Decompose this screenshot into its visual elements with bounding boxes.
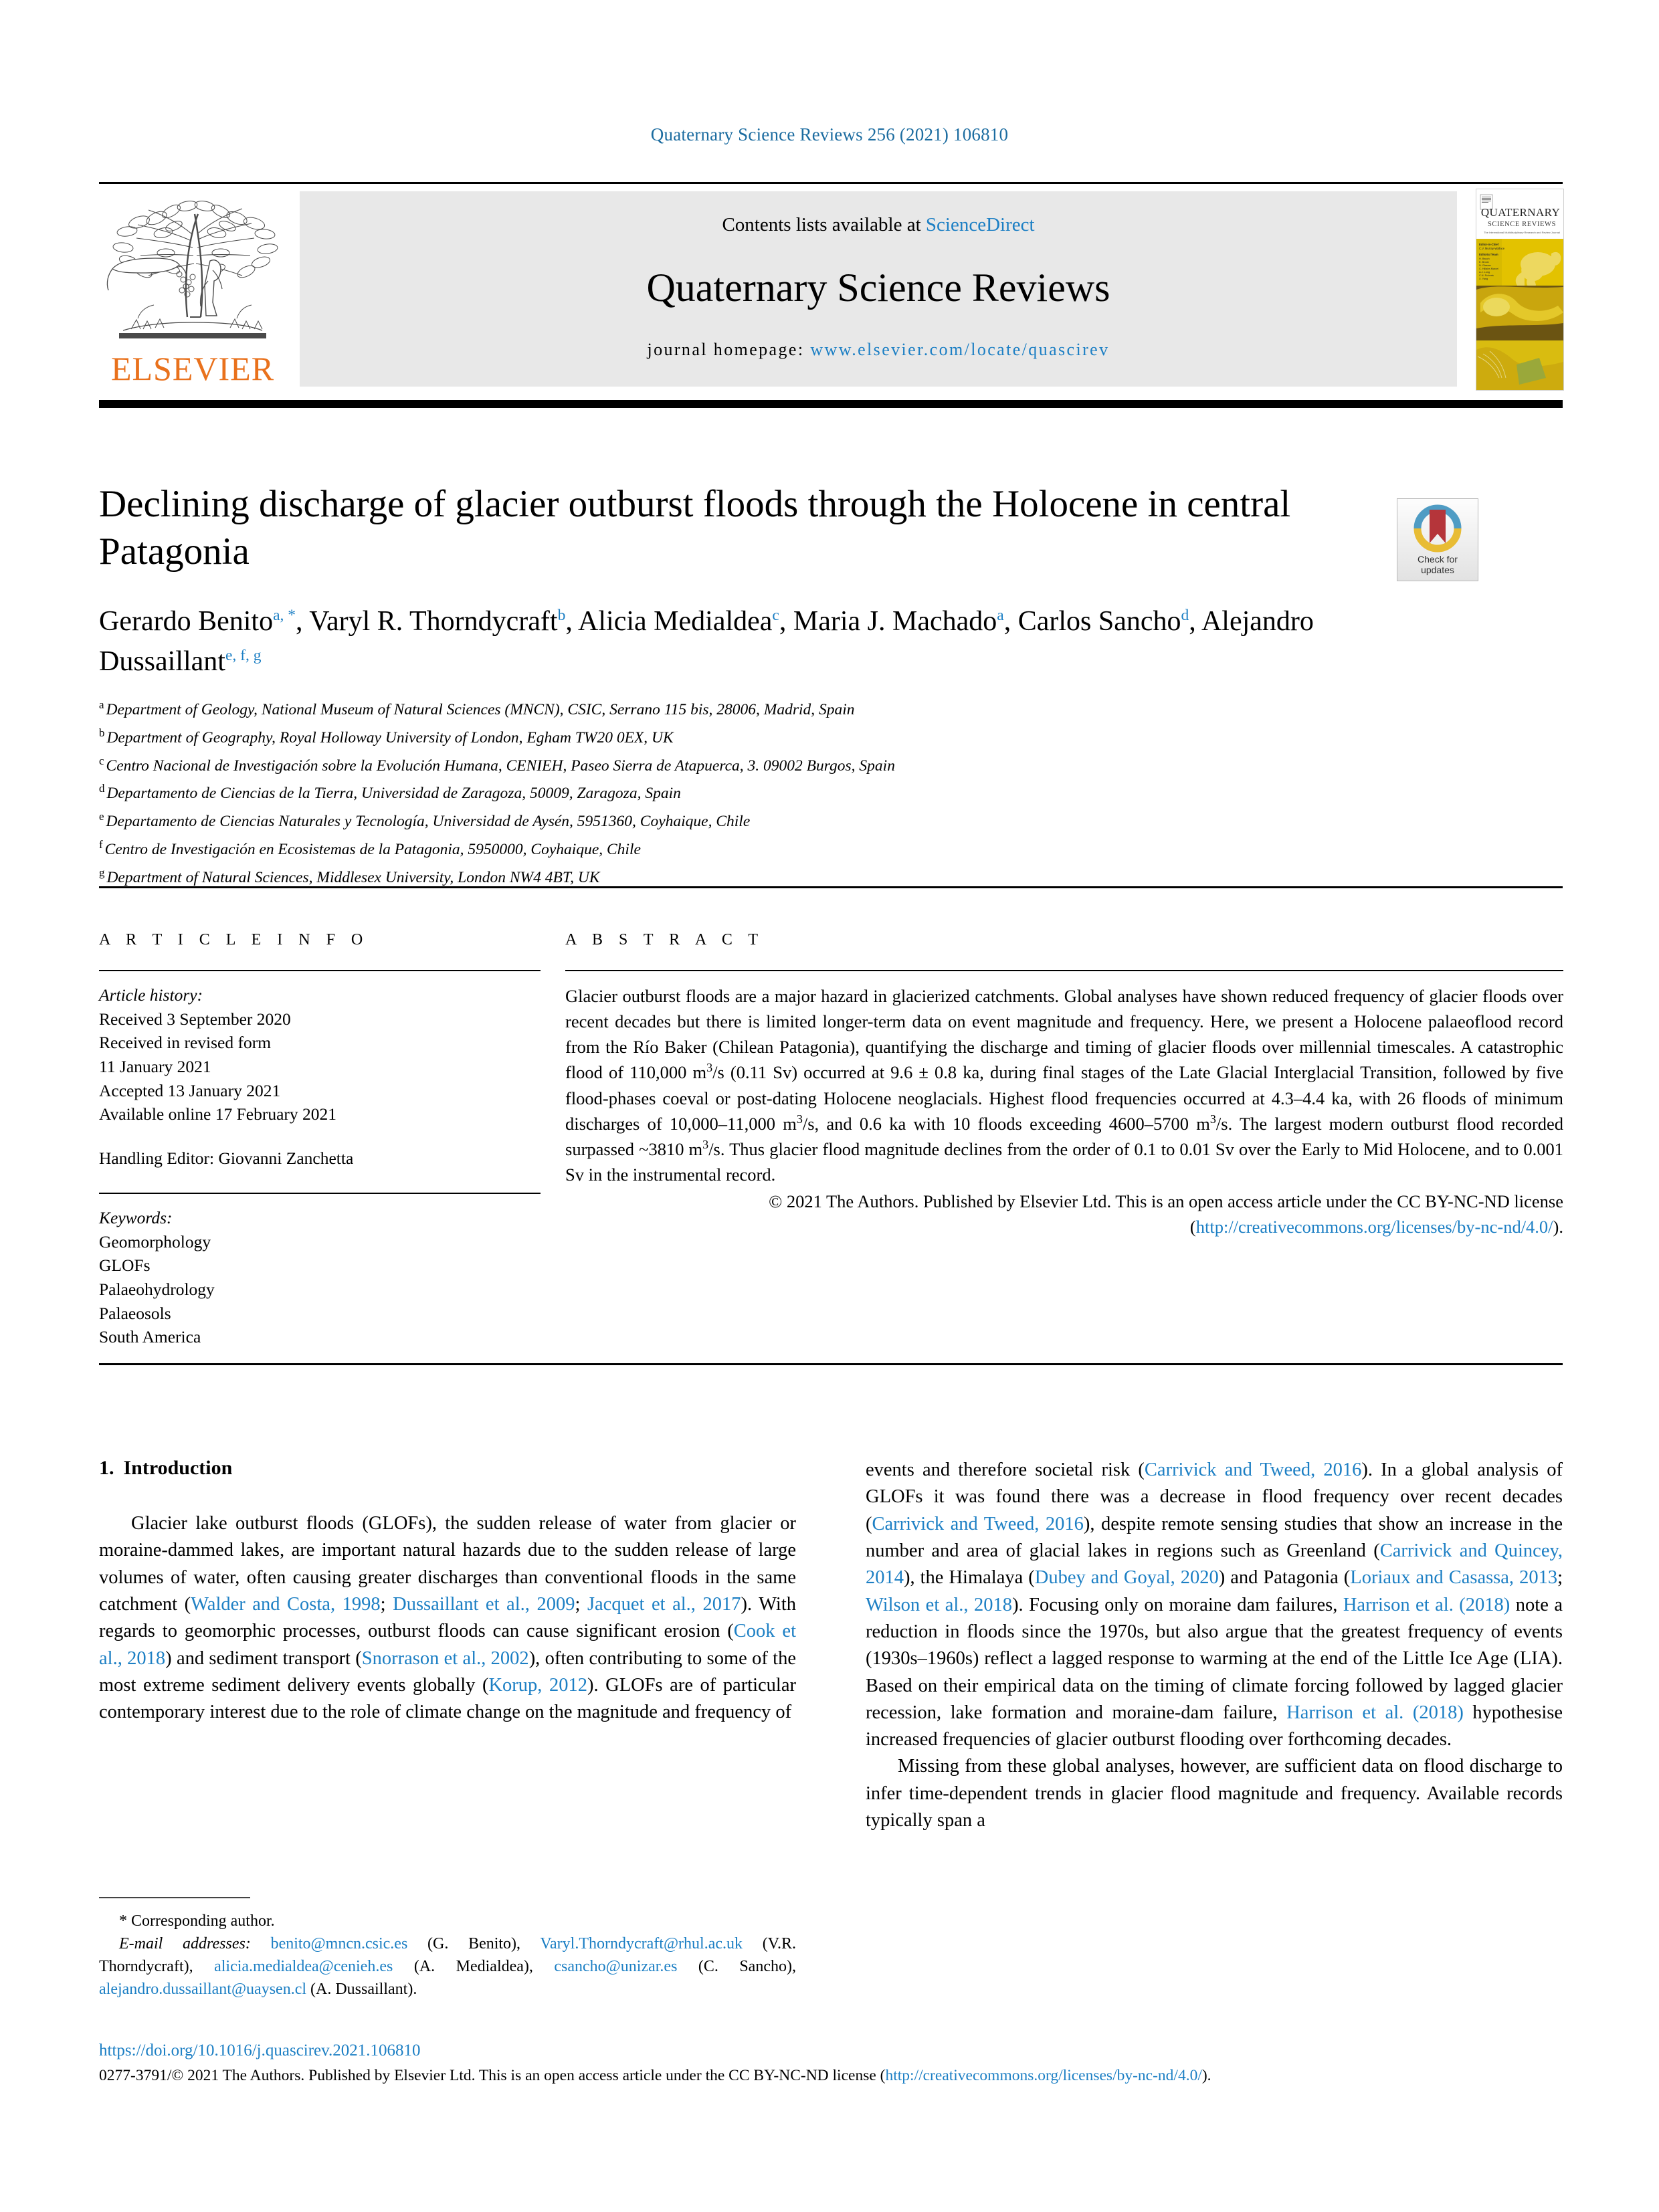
citation-link[interactable]: Cook et al., 2018	[99, 1621, 796, 1669]
affiliation-text: Department of Geology, National Museum of Natural Sciences (MNCN), CSIC, Serrano 115 bis, 28006, Madrid, Spain	[106, 700, 855, 718]
citation-link[interactable]: Dubey and Goyal, 2020	[1034, 1567, 1219, 1589]
article-history-item: Available online 17 February 2021	[99, 1104, 337, 1124]
abstract-exponent: 3	[702, 1138, 709, 1152]
svg-text:H. Bauch: H. Bauch	[1479, 258, 1490, 260]
email-owner: (A. Dussaillant).	[306, 1981, 417, 1999]
email-link[interactable]: Varyl.Thorndycraft@rhul.ac.uk	[540, 1935, 743, 1953]
running-head: Quaternary Science Reviews 256 (2021) 106810	[650, 124, 1009, 144]
affiliation-text: Centro Nacional de Investigación sobre la Evolución Humana, CENIEH, Paseo Sierra de Atapuerca, 3. 09002 Burgos, Spain	[106, 757, 895, 775]
spacer	[99, 1126, 541, 1146]
keyword-item: GLOFs	[99, 1255, 151, 1276]
footnote-rule	[99, 1897, 250, 1898]
abstract-copyright	[565, 1189, 1563, 1239]
author-affil-mark: d	[1181, 607, 1189, 624]
affiliation-item	[99, 807, 1303, 835]
email-addresses-label: E-mail addresses:	[119, 1935, 251, 1953]
page-title: Declining discharge of glacier outburst floods through the Holocene in central Patagonia	[99, 483, 1291, 573]
issn-text-end: ).	[1201, 2067, 1211, 2084]
affiliation-list	[99, 696, 1303, 891]
journal-homepage-link[interactable]: www.elsevier.com/locate/quascirev	[810, 340, 1110, 359]
svg-text:QUATERNARY: QUATERNARY	[1480, 206, 1561, 219]
footer-license-link[interactable]: http://creativecommons.org/licenses/by-nc-nd/4.0/	[885, 2067, 1202, 2084]
author-name: Alicia Medialdea	[578, 606, 773, 637]
paragraph-text: ), despite remote sensing studies that show an increase in the number and area of glacial lakes in regions such as Greenland (	[866, 1513, 1563, 1561]
affiliation-item	[99, 752, 1303, 780]
paragraph-text: ), the Himalaya (	[904, 1567, 1035, 1589]
paragraph-text: ). Focusing only on moraine dam failures,	[1012, 1594, 1343, 1615]
abstract-part: /s (0.11 Sv) occurred at 9.6 ± 0.8 ka, during final stages of the Late Glacial Interglacial Transition, followed by five flood-phases coeval or post-dating Holocene neoglacials. Highest flood frequencies occurred at 4.3–4.4 ka, with 26 floods of minimum discharges of 10,000–11,000 m	[565, 1062, 1563, 1134]
license-link[interactable]: http://creativecommons.org/licenses/by-nc-nd/4.0/	[1195, 1217, 1553, 1237]
email-link[interactable]: benito@mncn.csic.es	[270, 1935, 408, 1953]
affiliation-text: Department of Natural Sciences, Middlesex University, London NW4 4BT, UK	[106, 868, 600, 886]
paragraph-text: ) and sediment transport (	[165, 1647, 362, 1669]
elsevier-wordmark: ELSEVIER	[110, 350, 275, 387]
svg-text:The International Multidiscipl: The International Multidisciplinary Research and Review Journal	[1484, 231, 1560, 234]
citation-link[interactable]: Dussaillant et al., 2009	[393, 1593, 575, 1615]
handling-editor: Handling Editor: Giovanni Zanchetta	[99, 1148, 354, 1169]
keywords-rule	[99, 1193, 541, 1194]
citation-link[interactable]: Carrivick and Quincey, 2014	[866, 1540, 1563, 1589]
affiliation-item	[99, 835, 1303, 864]
author-affil-mark: b	[557, 607, 566, 624]
email-link[interactable]: alicia.medialdea@cenieh.es	[214, 1958, 393, 1976]
email-owner: (A. Medialdea),	[393, 1958, 555, 1976]
journal-cover-thumbnail	[1476, 189, 1564, 391]
masthead-bottom-bar	[99, 400, 1563, 408]
affiliation-item	[99, 696, 1303, 724]
affiliation-label: b	[99, 726, 105, 739]
contents-available-line	[300, 214, 1457, 236]
affiliation-text: Departamento de Ciencias Naturales y Tecnología, Universidad de Aysén, 5951360, Coyhaique, Chile	[106, 812, 751, 830]
affiliation-label: f	[99, 837, 103, 851]
email-link[interactable]: csancho@unizar.es	[554, 1958, 678, 1976]
paragraph-text: ) and Patagonia (	[1218, 1567, 1351, 1589]
abstract-part: /s, and 0.6 ka with 10 floods exceeding 4600–5700 m	[802, 1113, 1210, 1134]
article-history	[99, 983, 541, 1171]
article-history-item: Accepted 13 January 2021	[99, 1080, 281, 1100]
journal-masthead	[99, 189, 1563, 389]
paragraph-text: ). With regards to geomorphic processes, outburst floods can cause significant erosion (	[99, 1593, 796, 1642]
journal-homepage-line	[300, 340, 1457, 360]
footnote-text	[99, 1910, 796, 2001]
crossmark-label	[1397, 554, 1478, 575]
affiliation-label: c	[99, 754, 104, 767]
affiliation-label: d	[99, 782, 105, 795]
sciencedirect-link[interactable]: ScienceDirect	[925, 214, 1035, 235]
article-history-item: 11 January 2021	[99, 1057, 211, 1077]
abstract-exponent: 3	[706, 1061, 713, 1075]
paragraph-text: ). GLOFs are of particular contemporary interest due to the role of climate change on the magnitude and frequency of	[99, 1674, 796, 1723]
keyword-item: Palaeohydrology	[99, 1279, 215, 1299]
footnote-block	[99, 1897, 796, 2001]
homepage-prefix: journal homepage:	[647, 340, 811, 359]
elsevier-logo	[99, 191, 285, 387]
author-name: Varyl R. Thorndycraft	[309, 606, 558, 637]
article-history-label: Article history:	[99, 985, 203, 1005]
article-info-rule	[99, 970, 541, 971]
abstract-rule	[565, 970, 1563, 971]
abstract-heading: A B S T R A C T	[565, 931, 765, 948]
issn-copyright-line	[99, 2066, 1563, 2087]
affiliation-label: e	[99, 810, 104, 823]
paragraph-text: events and therefore societal risk (	[866, 1460, 1145, 1480]
author-name: Alejandro Dussaillant	[99, 606, 1314, 677]
copyright-text: © 2021 The Authors. Published by Elsevier Ltd. This is an open access article under the CC BY-NC-ND license (	[769, 1191, 1563, 1237]
contents-prefix: Contents lists available at	[722, 214, 926, 235]
paragraph: Missing from these global analyses, however, are sufficient data on flood discharge to infer time-dependent trends in glacier flood magnitude and frequency. Available records typically span a	[866, 1756, 1563, 1831]
svg-text:N. Glasser: N. Glasser	[1479, 264, 1491, 267]
svg-text:SCIENCE REVIEWS: SCIENCE REVIEWS	[1487, 221, 1557, 228]
abstract-bottom-rule	[99, 1363, 1563, 1365]
affiliation-text: Departamento de Ciencias de la Tierra, Universidad de Zaragoza, 50009, Zaragoza, Spain	[106, 785, 681, 803]
page-footer	[99, 2041, 1563, 2087]
citation-link[interactable]: Wilson et al., 2018	[866, 1594, 1013, 1615]
abstract-column	[565, 931, 1563, 1240]
citation-link[interactable]: Snorrason et al., 2002	[361, 1647, 529, 1669]
body-column-right	[866, 1457, 1563, 1834]
journal-title: Quaternary Science Reviews	[646, 266, 1110, 310]
info-top-rule	[99, 886, 1563, 888]
article-info-column	[99, 931, 541, 1349]
keyword-item: Geomorphology	[99, 1231, 211, 1251]
keyword-item: South America	[99, 1327, 201, 1347]
author-list: Gerardo Benito$^{a, *}$, Varyl R. Thorndycraft$^b$, Alicia Medialdea$^c$, Maria J. Machado$^a$, Carlos Sancho$^d$, Alejandro Dussaillant$^{e, f, g}$	[99, 606, 1314, 677]
crossmark-label-line2: updates	[1421, 564, 1454, 575]
citation-link[interactable]: Jacquet et al., 2017	[587, 1593, 741, 1615]
abstract-part: /s. The largest modern outburst flood recorded surpassed ~3810 m	[565, 1113, 1563, 1159]
svg-text:A.J. Long: A.J. Long	[1479, 271, 1490, 274]
citation-link[interactable]: Korup, 2012	[488, 1674, 587, 1696]
author-name: Gerardo Benito	[99, 606, 274, 637]
paragraph-text: note a reduction in floods since the 1970s, but also argue that the greatest frequency of events (1930s–1960s) reflect a lagged response to warming at the end of the Little Ice Age (LIA). Based on their empirical data on the timing of climate forcing followed by lagged glacier recession, lake formation and moraine-dam failure,	[866, 1594, 1563, 1723]
paragraph-text: ;	[1557, 1567, 1563, 1589]
affiliation-item	[99, 724, 1303, 752]
affiliation-text: Centro de Investigación en Ecosistemas de la Patagonia, 5950000, Coyhaique, Chile	[104, 840, 641, 858]
author-name: Maria J. Machado	[793, 606, 997, 637]
paragraph-text: hypothesise increased frequencies of glacier outburst flooding over forthcoming decades.	[866, 1702, 1563, 1750]
author-affil-mark: e, f, g	[225, 646, 262, 664]
citation-link[interactable]: Loriaux and Casassa, 2013	[1350, 1567, 1558, 1589]
paragraph-text: ), often contributing to some of the most extreme sediment delivery events globally (	[99, 1647, 796, 1696]
masthead-box	[300, 191, 1457, 387]
body-column-left	[99, 1457, 796, 1726]
affiliation-label: a	[99, 698, 104, 711]
keyword-item: Palaeosols	[99, 1303, 171, 1323]
affiliation-label: g	[99, 866, 105, 879]
author-affil-mark: c	[772, 607, 779, 624]
citation-link[interactable]: Harrison et al. (2018)	[1286, 1702, 1464, 1723]
citation-link[interactable]: Carrivick and Tweed, 2016	[1144, 1460, 1362, 1480]
citation-link[interactable]: Harrison et al. (2018)	[1343, 1594, 1510, 1615]
crossmark-label-line1: Check for	[1418, 553, 1458, 565]
author-affil-mark: a	[997, 607, 1004, 624]
affiliation-text: Department of Geography, Royal Holloway University of London, Egham TW20 0EX, UK	[106, 728, 674, 746]
corresponding-author-note: * Corresponding author.	[119, 1912, 275, 1930]
svg-text:Editor-in-Chief: Editor-in-Chief	[1479, 243, 1499, 246]
section-heading-introduction	[99, 1457, 796, 1480]
keywords-block	[99, 1206, 541, 1349]
section-number: 1.	[99, 1457, 114, 1479]
email-link[interactable]: alejandro.dussaillant@uaysen.cl	[99, 1981, 307, 1999]
paragraph-text: Glacier lake outburst floods (GLOFs), the sudden release of water from glacier or moraine-dammed lakes, are important natural hazards due to the sudden release of large volumes of water, often causing greater discharges than conventional floods in the same catchment (	[99, 1513, 796, 1615]
email-owner: (V.R. Thorndycraft),	[99, 1935, 796, 1976]
issn-text: 0277-3791/© 2021 The Authors. Published by Elsevier Ltd. This is an open access article under the CC BY-NC-ND license (	[99, 2067, 886, 2084]
paragraph: Glacier lake outburst floods (GLOFs), the sudden release of water from glacier or moraine-dammed lakes, are important natural hazards due to the sudden release of large volumes of water, often causing greater discharges than conventional floods in the same catchment (Walder and Costa, 1998; Dussaillant et al., 2009; Jacquet et al., 2017). With regards to geomorphic processes, outburst floods can cause significant erosion (Cook et al., 2018) and sediment transport (Snorrason et al., 2002), often contributing to some of the most extreme sediment delivery events globally (Korup, 2012). GLOFs are of particular contemporary interest due to the role of climate change on the magnitude and frequency of	[99, 1513, 796, 1723]
author-affil-mark: a, *	[273, 607, 296, 624]
copyright-text-end: ).	[1553, 1217, 1563, 1237]
article-history-item: Received in revised form	[99, 1033, 272, 1053]
crossmark-icon	[1397, 499, 1478, 561]
masthead-top-rule	[99, 182, 1563, 184]
keywords-label: Keywords:	[99, 1207, 173, 1227]
doi-link[interactable]: https://doi.org/10.1016/j.quascirev.2021.106810	[99, 2041, 421, 2059]
abstract-part: /s. Thus glacier flood magnitude declines from the order of 0.1 to 0.01 Sv over the Early to Mid Holocene, and to 0.001 Sv in the instrumental record.	[565, 1138, 1563, 1185]
svg-text:Editorial Team: Editorial Team	[1479, 253, 1498, 256]
svg-text:C. Hillaire-Marcel: C. Hillaire-Marcel	[1479, 268, 1499, 270]
email-owner: (C. Sancho),	[677, 1958, 796, 1976]
paragraph	[866, 1457, 1563, 1753]
abstract-text	[565, 983, 1563, 1187]
svg-text:C.N. Roberts: C.N. Roberts	[1479, 274, 1494, 277]
paragraph-text: ). In a global analysis of GLOFs it was found there was a decrease in flood frequency over recent decades (	[866, 1460, 1563, 1534]
svg-text:C.V. Murray-Wallace: C.V. Murray-Wallace	[1479, 247, 1505, 250]
abstract-exponent: 3	[796, 1112, 803, 1126]
citation-link[interactable]: Carrivick and Tweed, 2016	[872, 1513, 1084, 1534]
affiliation-item	[99, 779, 1303, 807]
article-info-heading: A R T I C L E I N F O	[99, 931, 369, 948]
svg-text:X. Yang: X. Yang	[1479, 278, 1488, 280]
author-name: Carlos Sancho	[1017, 606, 1181, 637]
crossmark-badge[interactable]	[1397, 498, 1478, 581]
svg-text:E. Brook: E. Brook	[1479, 261, 1489, 264]
abstract-part: Glacier outburst floods are a major hazard in glacierized catchments. Global analyses have shown reduced frequency of glacier floods over recent decades but there is limited longer-term data on event magnitude and frequency. Here, we present a Holocene palaeoflood record from the Río Baker (Chilean Patagonia), quantifying the discharge and timing of glacier floods over millennial timescales. A catastrophic flood of 110,000 m	[565, 986, 1563, 1083]
citation-link[interactable]: Walder and Costa, 1998	[191, 1593, 381, 1615]
email-owner: (G. Benito),	[407, 1935, 541, 1953]
section-title: Introduction	[123, 1457, 233, 1479]
abstract-exponent: 3	[1209, 1112, 1216, 1126]
article-history-item: Received 3 September 2020	[99, 1009, 291, 1029]
